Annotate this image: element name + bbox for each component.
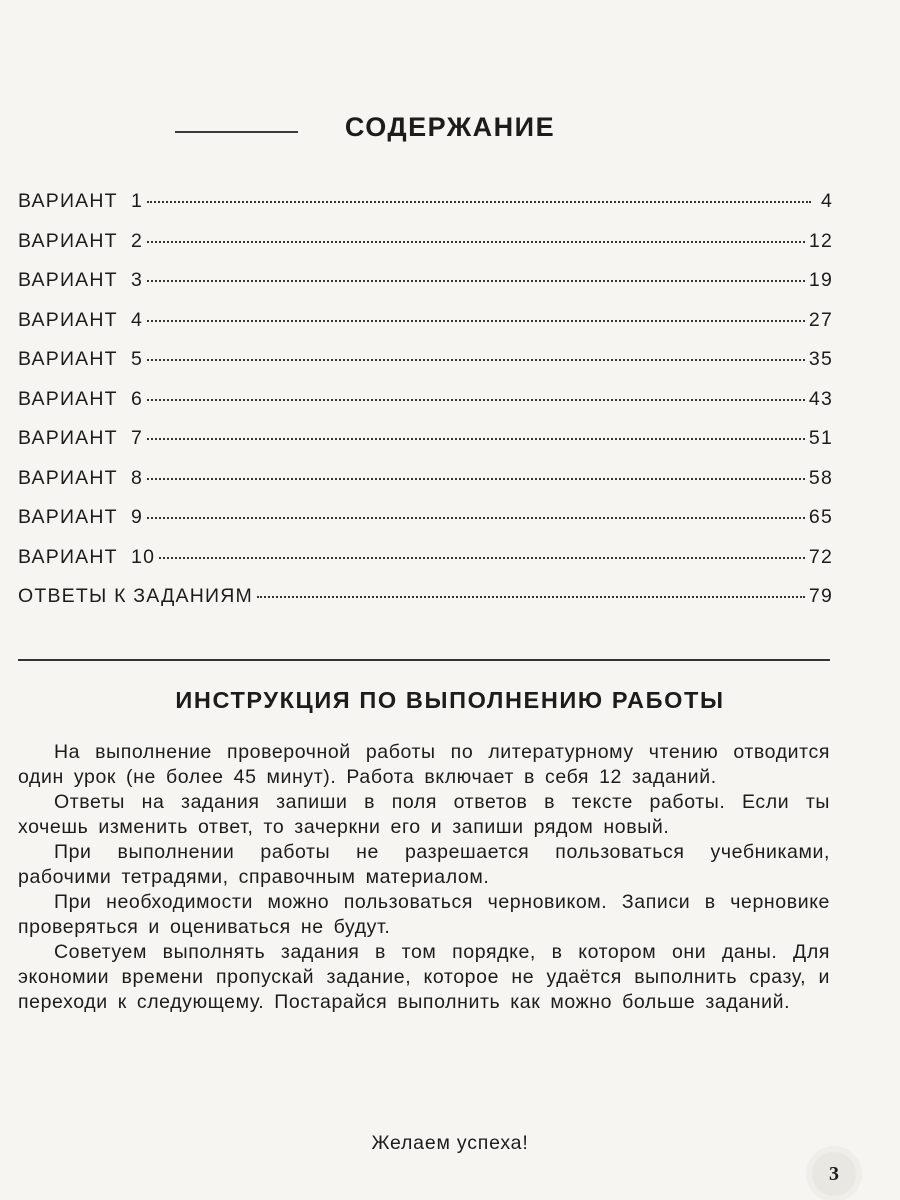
toc-dot-leader <box>147 280 805 282</box>
toc-entry[interactable] <box>18 546 833 586</box>
toc-entry[interactable] <box>18 230 833 270</box>
toc-entry-label: ВАРИАНТ 10 <box>18 545 156 568</box>
toc-entry-page: 12 <box>808 229 833 252</box>
toc-entry-page: 27 <box>808 308 833 331</box>
toc-entry[interactable] <box>18 506 833 546</box>
toc-entry[interactable] <box>18 348 833 388</box>
toc-entry-page: 43 <box>808 387 833 410</box>
toc-entry[interactable] <box>18 269 833 309</box>
toc-entry-label: ВАРИАНТ 7 <box>18 427 144 449</box>
toc-entry[interactable] <box>18 427 833 467</box>
toc-entry-label: ВАРИАНТ 4 <box>18 308 144 331</box>
toc-entry[interactable] <box>18 467 833 507</box>
toc-dot-leader <box>147 399 805 401</box>
toc-entry-label: ВАРИАНТ 1 <box>18 190 144 212</box>
toc-entry-page: 51 <box>808 427 833 449</box>
toc-dot-leader <box>147 320 805 322</box>
toc-entry-label: ВАРИАНТ 6 <box>18 387 144 410</box>
toc-entry-label: ВАРИАНТ 3 <box>18 269 144 291</box>
table-of-contents <box>18 190 833 625</box>
toc-entry-label: ВАРИАНТ 2 <box>18 229 144 252</box>
toc-dot-leader <box>257 596 805 598</box>
toc-entry-page: 19 <box>808 269 833 291</box>
instructions-paragraph: Ответы на задания запиши в поля ответов в тексте работы. Если ты хочешь изменить ответ, то зачеркни его и запиши рядом новый. <box>18 791 830 838</box>
toc-dot-leader <box>147 478 805 480</box>
toc-entry-page: 58 <box>808 466 833 489</box>
instructions-paragraph: При необходимости можно пользоваться черновиком. Записи в черновике проверяться и оцениваться не будут. <box>18 891 830 938</box>
toc-entry-label: ОТВЕТЫ К ЗАДАНИЯМ <box>18 585 253 607</box>
toc-entry-page: 72 <box>808 545 833 568</box>
toc-dot-leader <box>147 438 805 440</box>
toc-entry-page: 65 <box>808 506 833 528</box>
instructions-paragraph: Советуем выполнять задания в том порядке, в котором они даны. Для экономии времени пропускай задание, которое не удаётся выполнить сразу, и переходи к следующему. Постарайся выполнить как можно больше заданий. <box>18 941 830 1013</box>
toc-entry[interactable] <box>18 585 833 625</box>
toc-dot-leader <box>147 241 805 243</box>
toc-dot-leader <box>147 359 805 361</box>
instructions-paragraph: На выполнение проверочной работы по литературному чтению отводится один урок (не более 45 минут). Работа включает в себя 12 заданий. <box>18 741 830 788</box>
toc-entry[interactable] <box>18 309 833 349</box>
toc-entry-label: ВАРИАНТ 8 <box>18 466 144 489</box>
section-divider <box>18 659 830 661</box>
instructions-body <box>18 740 830 1015</box>
toc-entry[interactable] <box>18 190 833 230</box>
toc-dot-leader <box>147 201 811 203</box>
toc-title: СОДЕРЖАНИЕ <box>344 112 556 142</box>
toc-entry-page: 4 <box>820 190 833 212</box>
toc-entry[interactable] <box>18 388 833 428</box>
instructions-paragraph: При выполнении работы не разрешается пользоваться учебниками, рабочими тетрадями, справочным материалом. <box>18 841 830 888</box>
toc-entry-label: ВАРИАНТ 9 <box>18 506 144 528</box>
toc-dot-leader <box>147 517 805 519</box>
toc-entry-page: 35 <box>808 348 833 370</box>
toc-entry-label: ВАРИАНТ 5 <box>18 348 144 370</box>
toc-entry-page: 79 <box>808 585 833 607</box>
page-number: 3 <box>812 1152 856 1196</box>
instructions-title: ИНСТРУКЦИЯ ПО ВЫПОЛНЕНИЮ РАБОТЫ <box>175 687 725 713</box>
toc-dot-leader <box>159 557 805 559</box>
closing-wish: Желаем успеха! <box>371 1132 529 1154</box>
